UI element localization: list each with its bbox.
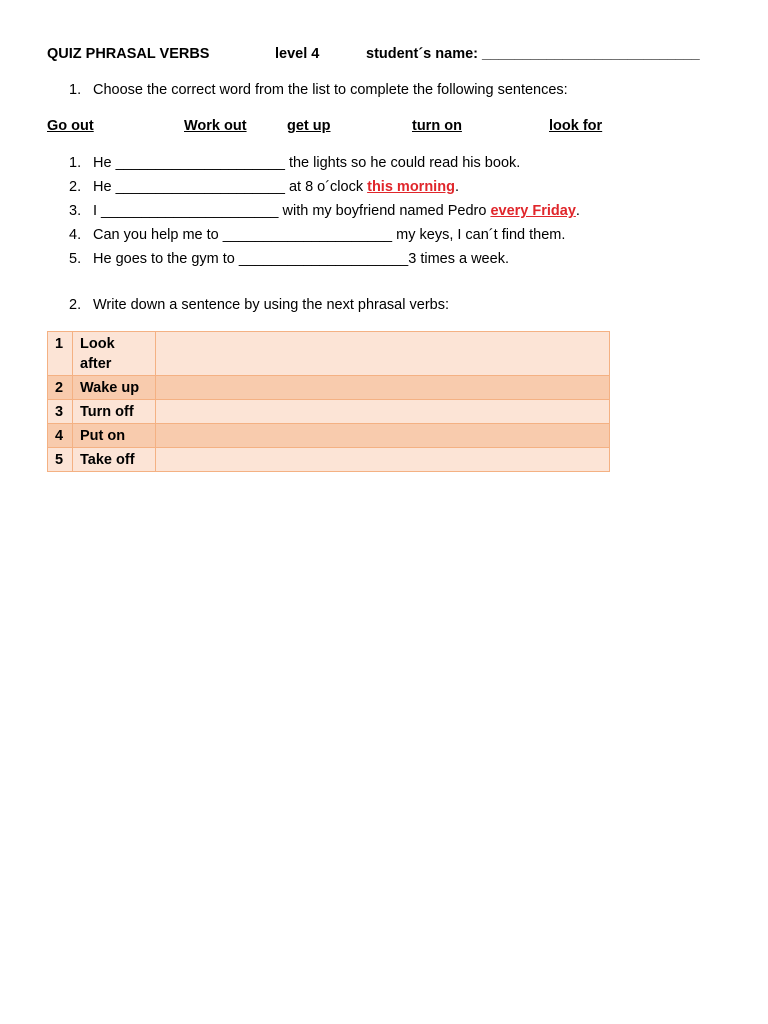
student-name-field[interactable]: student´s name: ___________________________ [366,46,700,62]
sentence-text[interactable] [93,202,580,220]
sentence-part: . [454,179,459,195]
phrasal-verbs-table [47,331,610,472]
answer-cell[interactable] [156,448,610,472]
row-number: 1 [48,332,73,376]
answer-cell[interactable] [156,376,610,400]
word-bank-item: get up [287,118,331,134]
question-2-text: Write down a sentence by using the next phrasal verbs: [93,297,449,313]
phrasal-verb: Turn off [73,400,156,424]
word-bank [47,118,728,138]
answer-cell[interactable] [156,400,610,424]
row-number: 4 [48,424,73,448]
sentence-part: He _____________________ the lights so he could read his book. [93,155,521,171]
sentence-highlight: every Friday [490,203,576,219]
table-row [48,448,610,472]
table-row [48,400,610,424]
sentence-text[interactable] [93,178,459,196]
sentence-highlight: this morning [367,179,455,195]
sentence-part: He goes to the gym to _____________________3 times a week. [93,251,509,267]
row-number: 5 [48,448,73,472]
word-bank-item: Go out [47,118,94,134]
question-2-number: 2. [69,297,82,313]
sentence-part: He _____________________ at 8 o´clock [93,179,368,195]
phrasal-verb: Put on [73,424,156,448]
phrasal-verb: Wake up [73,376,156,400]
table-row [48,332,610,376]
row-number: 3 [48,400,73,424]
table-row [48,376,610,400]
sentence-text[interactable] [93,226,565,244]
sentence-number: 2. [69,179,82,195]
phrasal-verb [73,332,156,376]
sentence-text[interactable] [93,154,520,172]
word-bank-item: look for [549,118,603,134]
answer-cell[interactable] [156,424,610,448]
quiz-title: QUIZ PHRASAL VERBS [47,46,210,62]
sentence-number: 3. [69,203,82,219]
word-bank-item: turn on [412,118,462,134]
sentence-text[interactable] [93,250,509,268]
word-bank-item: Work out [184,118,247,134]
quiz-level: level 4 [275,46,320,62]
table-row [48,424,610,448]
phrasal-verb-text: Look after [80,336,115,372]
question-1-text: Choose the correct word from the list to complete the following sentences: [93,82,568,98]
phrasal-verb: Take off [73,448,156,472]
sentence-part: I ______________________ with my boyfriend named Pedro [93,203,491,219]
question-1-number: 1. [69,82,82,98]
sentence-part: . [575,203,580,219]
sentence-number: 5. [69,251,82,267]
quiz-header [47,46,728,66]
row-number: 2 [48,376,73,400]
sentence-part: Can you help me to _____________________ my keys, I can´t find them. [93,227,566,243]
answer-cell[interactable] [156,332,610,376]
sentence-number: 1. [69,155,82,171]
sentence-number: 4. [69,227,82,243]
